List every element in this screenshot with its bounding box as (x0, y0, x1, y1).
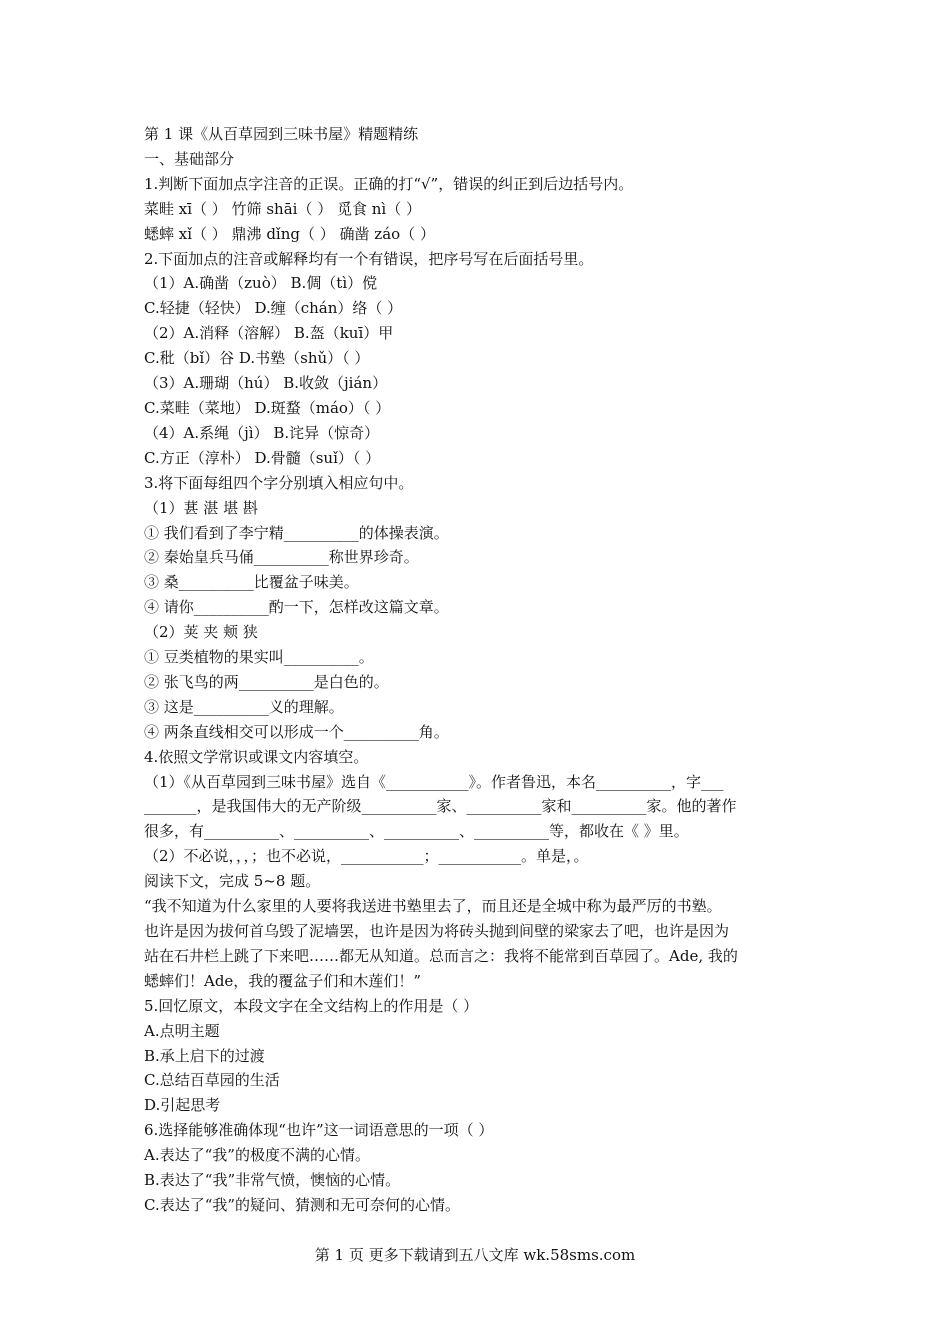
text-line: （1）葚 湛 堪 斟 (144, 498, 258, 517)
text-line: C.菜畦（菜地） D.斑蝥（máo）（ ） (144, 398, 391, 417)
text-line: 也许是因为拔何首乌毁了泥墙罢，也许是因为将砖头抛到间壁的梁家去了吧，也许是因为 (144, 922, 730, 940)
text-line: 2.下面加点的注音或解释均有一个有错误，把序号写在后面括号里。 (144, 249, 594, 268)
text-line: “我不知道为什么家里的人要将我送进书塾里去了，而且还是全城中称为最严厉的书塾。 (144, 897, 722, 916)
text-line: 3.将下面每组四个字分别填入相应句中。 (144, 473, 414, 492)
text-line: （2）不必说，，，；也不必说，___________；___________。单是，。 (144, 847, 589, 866)
text-line: 第 1 课《从百草园到三味书屋》精题精练 (144, 125, 419, 143)
text-line: ① 豆类植物的果实叫__________。 (144, 648, 374, 667)
text-line: ③ 桑__________比覆盆子味美。 (144, 573, 359, 592)
text-line: 1.判断下面加点字注音的正误。正确的打“√”，错误的纠正到后边括号内。 (144, 174, 634, 193)
text-line: 很多，有__________、__________、__________、__________等，都收在《 》里。 (144, 822, 689, 841)
text-line: （1）A.确凿（zuò） B.倜（tì）傥 (144, 274, 378, 293)
text-line: 蟋蟀 xǐ（ ） 鼎沸 dǐng（ ） 确凿 záo（ ） (144, 224, 435, 243)
text-line: 蟋蟀们！Ade，我的覆盆子们和木莲们！” (144, 971, 421, 990)
text-line: ④ 请你__________酌一下，怎样改这篇文章。 (144, 598, 449, 617)
text-line: C.表达了“我”的疑问、猜测和无可奈何的心情。 (144, 1195, 461, 1214)
text-line: C.轻捷（轻快） D.缠（chán）络（ ） (144, 299, 403, 318)
text-line: C.秕（bǐ）谷 D.书塾（shǔ）（ ） (144, 349, 370, 368)
text-line: B.表达了“我”非常气愤，懊恼的心情。 (144, 1171, 401, 1190)
text-line: 5.回忆原文，本段文字在全文结构上的作用是（ ） (144, 996, 479, 1015)
text-line: _______，是我国伟大的无产阶级__________家、__________家和__________家。他的著作 (144, 797, 737, 816)
text-line: ① 我们看到了李宁精__________的体操表演。 (144, 523, 449, 542)
document-body (144, 122, 812, 1218)
text-line: 一、基础部分 (144, 149, 235, 168)
text-line: ② 张飞鸟的两__________是白色的。 (144, 672, 389, 691)
text-line: 阅读下文，完成 5~8 题。 (144, 872, 321, 891)
page-footer: 第 1 页 更多下载请到五八文库 wk.58sms.com (314, 1246, 636, 1264)
text-line: B.承上启下的过渡 (144, 1046, 265, 1065)
text-line: 4.依照文学常识或课文内容填空。 (144, 747, 369, 766)
text-line: 6.选择能够准确体现“也许”这一词语意思的一项（ ） (144, 1121, 494, 1140)
text-line: ③ 这是__________义的理解。 (144, 697, 344, 716)
text-line: A.表达了“我”的极度不满的心情。 (144, 1146, 370, 1165)
text-line: 菜畦 xī（ ） 竹筛 shāi（ ） 觅食 nì（ ） (144, 199, 421, 218)
text-line: 站在石井栏上跳了下来吧……都无从知道。总而言之：我将不能常到百草园了。Ade, 我的 (144, 946, 738, 965)
text-line: （2）A.消释（溶解） B.盔（kuī）甲 (144, 324, 394, 343)
text-line: ④ 两条直线相交可以形成一个__________角。 (144, 722, 449, 741)
text-line: （3）A.珊瑚（hú） B.收敛（jián） (144, 374, 388, 393)
text-line: C.方正（淳朴） D.骨髓（suǐ）（ ） (144, 448, 381, 467)
text-line: C.总结百草园的生活 (144, 1071, 280, 1090)
text-line: ② 秦始皇兵马俑__________称世界珍奇。 (144, 548, 419, 567)
text-line: A.点明主题 (144, 1021, 220, 1040)
text-line: D.引起思考 (144, 1096, 221, 1115)
text-line: （2）荚 夹 颊 狭 (144, 623, 258, 642)
text-line: （4）A.系绳（jì） B.诧异（惊奇） (144, 423, 380, 442)
text-line: （1）《从百草园到三味书屋》选自《___________》。作者鲁迅，本名__________，字___ (144, 772, 724, 791)
